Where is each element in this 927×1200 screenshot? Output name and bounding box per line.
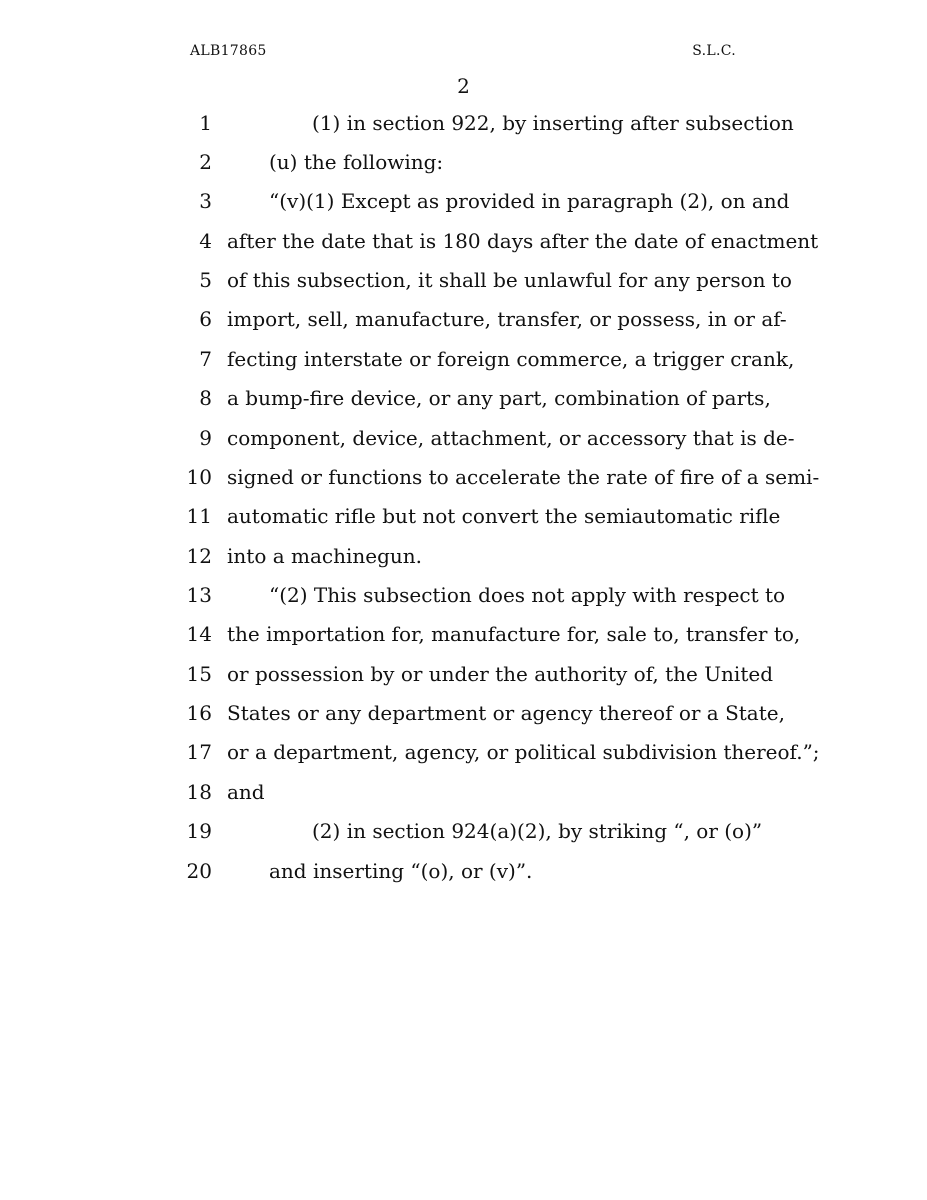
line-text: the importation for, manufacture for, sale to, transfer to, [227,622,801,646]
line-text: (2) in section 924(a)(2), by striking “, or (o)” [312,819,763,843]
line-text: and [227,780,265,804]
line-number: 6 [199,307,212,331]
line-number: 3 [199,189,212,213]
line-text: fecting interstate or foreign commerce, a trigger crank, [227,347,795,371]
line-number: 10 [186,465,212,489]
line-number: 13 [186,583,212,607]
line-text: automatic rifle but not convert the semiautomatic rifle [227,504,781,528]
line-text: “(2) This subsection does not apply with respect to [269,583,786,607]
line-number: 16 [186,701,212,725]
line-text: of this subsection, it shall be unlawful for any person to [227,268,792,292]
line-text: after the date that is 180 days after the date of enactment [227,229,819,253]
line-text: a bump-fire device, or any part, combination of parts, [227,386,771,410]
line-number: 12 [186,544,212,568]
line-number: 20 [186,859,212,883]
line-number: 19 [186,819,212,843]
line-text: “(v)(1) Except as provided in paragraph (2), on and [269,189,790,213]
line-text: or possession by or under the authority of, the United [227,662,773,686]
line-number: 17 [186,740,212,764]
line-number: 2 [199,150,212,174]
line-number: 5 [199,268,212,292]
line-number: 8 [199,386,212,410]
line-number: 14 [186,622,212,646]
line-text: (1) in section 922, by inserting after subsection [312,111,794,135]
header-office: S.L.C. [692,43,736,59]
line-text: States or any department or agency thereof or a State, [227,701,785,725]
line-text: and inserting “(o), or (v)”. [269,859,533,883]
line-number: 15 [186,662,212,686]
page-number: 2 [457,74,470,98]
line-number: 7 [199,347,212,371]
line-text: import, sell, manufacture, transfer, or possess, in or af- [227,307,787,331]
line-text: (u) the following: [269,150,444,174]
line-text: or a department, agency, or political subdivision thereof.”; [227,740,820,764]
line-number: 4 [199,229,212,253]
header-doc-id: ALB17865 [190,43,267,59]
line-number: 1 [199,111,212,135]
line-text: signed or functions to accelerate the rate of fire of a semi- [227,465,820,489]
line-text: into a machinegun. [227,544,422,568]
line-number: 18 [186,780,212,804]
line-number: 9 [199,426,212,450]
line-text: component, device, attachment, or accessory that is de- [227,426,795,450]
line-number: 11 [186,504,212,528]
